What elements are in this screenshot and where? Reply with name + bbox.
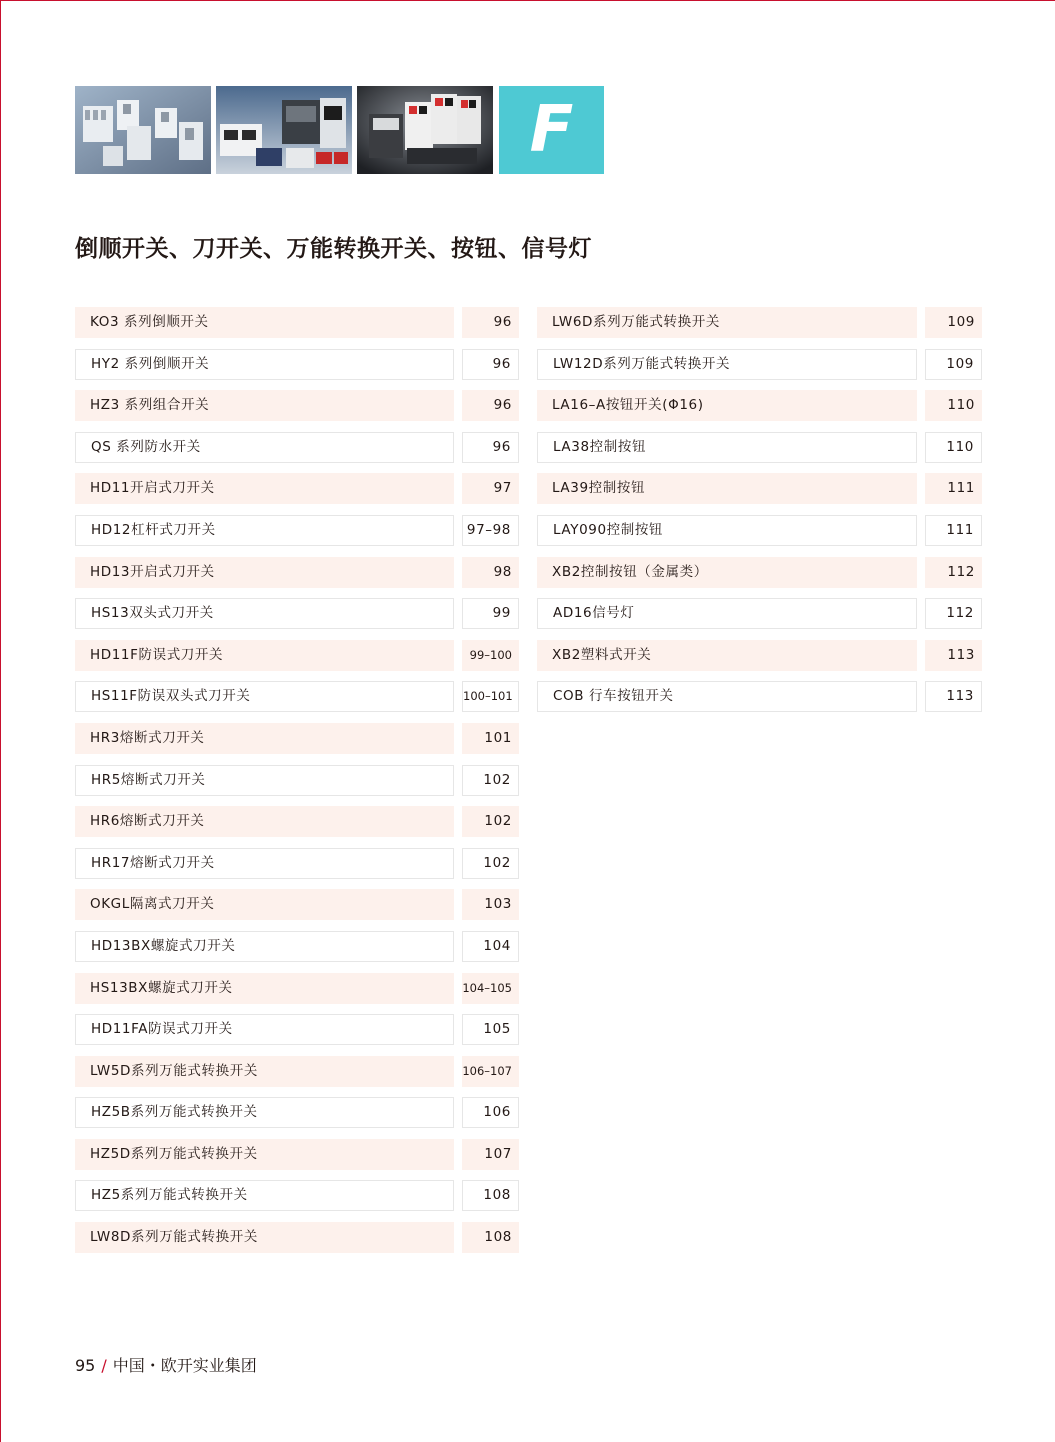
- toc-entry-page: 97–98: [462, 515, 519, 546]
- toc-entry-title: HR17熔断式刀开关: [75, 848, 454, 879]
- toc-entry-page: 108: [462, 1180, 519, 1211]
- toc-entry-title: HR6熔断式刀开关: [75, 806, 454, 837]
- toc-entry-title: HZ5B系列万能式转换开关: [75, 1097, 454, 1128]
- toc-entry-page: 109: [925, 307, 982, 338]
- toc-entry-page: 102: [462, 806, 519, 837]
- section-letter-tile: [499, 86, 604, 174]
- toc-entry-title: COB 行车按钮开关: [537, 681, 917, 712]
- toc-entry-page: 99: [462, 598, 519, 629]
- toc-entry-page: 101: [462, 723, 519, 754]
- toc-entry-page: 110: [925, 390, 982, 421]
- toc-entry-page: 104: [462, 931, 519, 962]
- toc-entry-page: 113: [925, 640, 982, 671]
- toc-entry-title: QS 系列防水开关: [75, 432, 454, 463]
- toc-entry-title: LW12D系列万能式转换开关: [537, 349, 917, 380]
- page-footer: [75, 1353, 257, 1376]
- toc-entry-title: HR3熔断式刀开关: [75, 723, 454, 754]
- toc-entry-page: 104–105: [462, 973, 519, 1004]
- toc-entry-title: HS13双头式刀开关: [75, 598, 454, 629]
- toc-entry-page: 113: [925, 681, 982, 712]
- toc-entry-title: HD11F防误式刀开关: [75, 640, 454, 671]
- toc-entry-title: HZ3 系列组合开关: [75, 390, 454, 421]
- toc-entry-title: XB2控制按钮（金属类）: [537, 557, 917, 588]
- toc-entry-title: AD16信号灯: [537, 598, 917, 629]
- toc-entry-title: OKGL隔离式刀开关: [75, 889, 454, 920]
- toc-entry-page: 99–100: [462, 640, 519, 671]
- toc-entry-title: HD12杠杆式刀开关: [75, 515, 454, 546]
- footer-company: 中国・欧开实业集团: [112, 1356, 257, 1375]
- toc-entry-title: HR5熔断式刀开关: [75, 765, 454, 796]
- toc-entry-title: HY2 系列倒顺开关: [75, 349, 454, 380]
- toc-entry-page: 98: [462, 557, 519, 588]
- toc-entry-page: 110: [925, 432, 982, 463]
- toc-entry-title: LW8D系列万能式转换开关: [75, 1222, 454, 1253]
- toc-entry-page: 96: [462, 390, 519, 421]
- toc-entry-page: 112: [925, 598, 982, 629]
- toc-entry-title: LAY090控制按钮: [537, 515, 917, 546]
- toc-entry-page: 111: [925, 515, 982, 546]
- toc-entry-page: 105: [462, 1014, 519, 1045]
- section-letter: F: [529, 93, 574, 167]
- toc-entry-title: HS11F防误双头式刀开关: [75, 681, 454, 712]
- toc-entry-page: 102: [462, 765, 519, 796]
- toc-entry-page: 106–107: [462, 1056, 519, 1087]
- toc-entry-page: 112: [925, 557, 982, 588]
- toc-entry-title: HS13BX螺旋式刀开关: [75, 973, 454, 1004]
- toc-entry-page: 96: [462, 432, 519, 463]
- toc-entry-title: LA16–A按钮开关(Φ16): [537, 390, 917, 421]
- toc-entry-title: LA38控制按钮: [537, 432, 917, 463]
- toc-entry-page: 103: [462, 889, 519, 920]
- toc-entry-title: HZ5D系列万能式转换开关: [75, 1139, 454, 1170]
- toc-entry-page: 109: [925, 349, 982, 380]
- toc-entry-title: HD11FA防误式刀开关: [75, 1014, 454, 1045]
- toc-entry-page: 96: [462, 307, 519, 338]
- toc-entry-title: LA39控制按钮: [537, 473, 917, 504]
- toc-entry-title: HD13BX螺旋式刀开关: [75, 931, 454, 962]
- toc-entry-page: 97: [462, 473, 519, 504]
- toc-entry-title: XB2塑料式开关: [537, 640, 917, 671]
- toc-entry-page: 108: [462, 1222, 519, 1253]
- product-photo-motor-starters: [357, 86, 493, 174]
- footer-separator: /: [101, 1356, 107, 1375]
- toc-entry-title: KO3 系列倒顺开关: [75, 307, 454, 338]
- toc-entry-title: HD13开启式刀开关: [75, 557, 454, 588]
- toc-entry-title: LW6D系列万能式转换开关: [537, 307, 917, 338]
- product-photo-modular-switches: [75, 86, 211, 174]
- toc-entry-page: 106: [462, 1097, 519, 1128]
- toc-entry-page: 96: [462, 349, 519, 380]
- toc-entry-page: 111: [925, 473, 982, 504]
- toc-entry-page: 107: [462, 1139, 519, 1170]
- toc-entry-title: HZ5系列万能式转换开关: [75, 1180, 454, 1211]
- toc-entry-title: LW5D系列万能式转换开关: [75, 1056, 454, 1087]
- page-title: 倒顺开关、刀开关、万能转换开关、按钮、信号灯: [75, 236, 592, 262]
- toc-entry-page: 102: [462, 848, 519, 879]
- product-photo-breakers: [216, 86, 352, 174]
- toc-entry-title: HD11开启式刀开关: [75, 473, 454, 504]
- footer-page-number: 95: [75, 1356, 96, 1375]
- toc-entry-page: 100–101: [462, 681, 519, 712]
